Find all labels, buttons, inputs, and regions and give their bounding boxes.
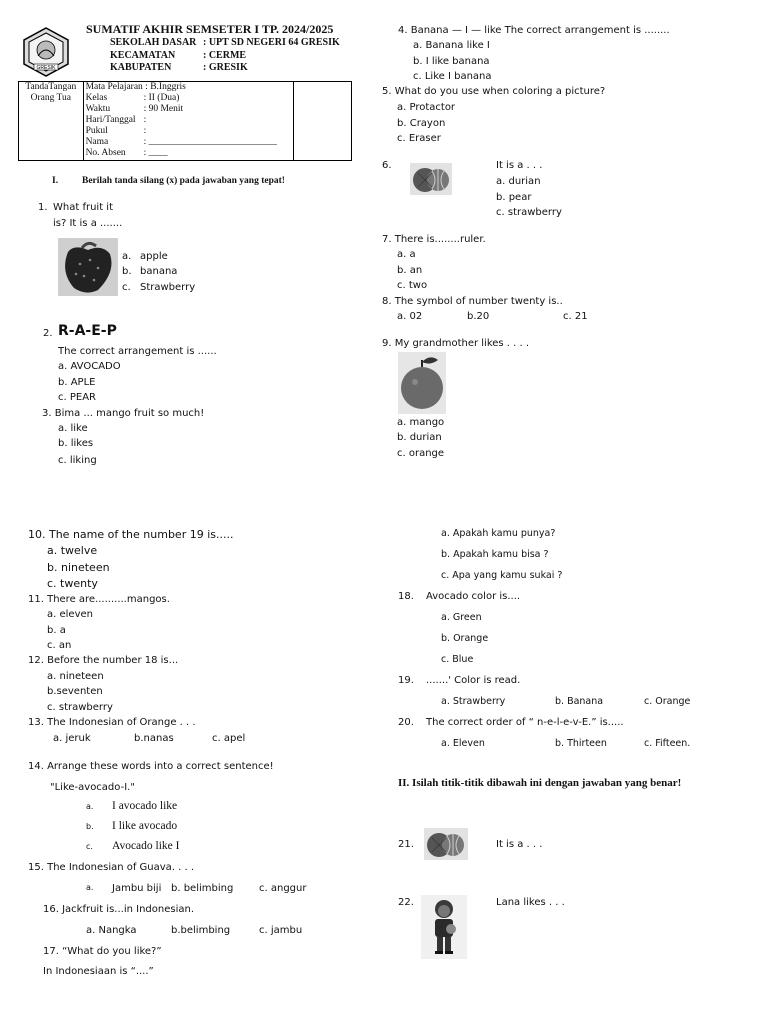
- q17-text-2: In Indonesiaan is “....”: [43, 966, 154, 977]
- district-value: : CERME: [203, 50, 247, 61]
- q16-option-a[interactable]: a. Nangka: [86, 925, 137, 936]
- q18-number: 18.: [398, 591, 414, 602]
- q13-option-a[interactable]: a. jeruk: [53, 733, 91, 744]
- q17-option-c[interactable]: c. Apa yang kamu sukai ?: [441, 570, 563, 581]
- q3-option-b[interactable]: b. likes: [58, 438, 94, 449]
- q21-number: 21.: [398, 839, 414, 850]
- absen-value: : ____: [143, 148, 168, 158]
- district-label: KECAMATAN: [110, 50, 176, 61]
- q1-option-c[interactable]: Strawberry: [140, 282, 196, 293]
- q15-option-a-letter: a.: [86, 883, 94, 892]
- q7-text: 7. There is........ruler.: [382, 234, 486, 245]
- q7-option-a[interactable]: a. a: [397, 249, 416, 260]
- q3-option-a[interactable]: a. like: [58, 423, 88, 434]
- q18-option-b[interactable]: b. Orange: [441, 633, 489, 644]
- q8-option-c[interactable]: c. 21: [563, 311, 588, 322]
- q1-text-2: is? It is a .......: [53, 218, 123, 229]
- q17-text: 17. “What do you like?”: [43, 946, 162, 957]
- signature-label-2: Orang Tua: [30, 93, 71, 103]
- q7-option-c[interactable]: c. two: [397, 280, 428, 291]
- q9-option-a[interactable]: a. mango: [397, 417, 445, 428]
- durian-image-q21: [424, 828, 468, 860]
- q5-option-a[interactable]: a. Protactor: [397, 102, 456, 113]
- q12-option-c[interactable]: c. strawberry: [47, 702, 113, 713]
- subject-field: Mata Pelajaran : B.Inggris: [85, 82, 186, 92]
- q14-option-c-letter: c.: [86, 842, 93, 851]
- logo-text: GRESIK: [36, 65, 56, 71]
- school-logo: [20, 26, 72, 78]
- q1-option-c-letter: c.: [122, 282, 131, 293]
- parent-signature-cell: [19, 82, 84, 161]
- q4-option-b[interactable]: b. I like banana: [413, 56, 490, 67]
- q21-text: It is a . . .: [496, 839, 543, 850]
- q13-text: 13. The Indonesian of Orange . . .: [28, 717, 196, 728]
- q22-text: Lana likes . . .: [496, 897, 565, 908]
- q18-text: Avocado color is....: [426, 591, 521, 602]
- q4-option-a[interactable]: a. Banana like I: [413, 40, 490, 51]
- name-value: : ___________________________: [143, 137, 277, 147]
- q2-text: The correct arrangement is ......: [58, 346, 217, 357]
- q8-option-a[interactable]: a. 02: [397, 311, 423, 322]
- school-value: : UPT SD NEGERI 64 GRESIK: [203, 37, 340, 48]
- q10-option-b[interactable]: b. nineteen: [47, 561, 110, 574]
- q8-option-b[interactable]: b.20: [467, 311, 490, 322]
- q5-text: 5. What do you use when coloring a picture?: [382, 86, 606, 97]
- q1-option-a[interactable]: apple: [140, 251, 168, 262]
- q1-option-b-letter: b.: [122, 266, 132, 277]
- q9-text: 9. My grandmother likes . . . .: [382, 338, 530, 349]
- absen-label: No. Absen: [85, 148, 126, 158]
- school-label: SEKOLAH DASAR: [110, 37, 197, 48]
- name-label: Nama: [85, 137, 109, 147]
- q6-option-b[interactable]: b. pear: [496, 192, 532, 203]
- q14-option-a-letter: a.: [86, 802, 94, 811]
- q6-option-a[interactable]: a. durian: [496, 176, 541, 187]
- q11-option-a[interactable]: a. eleven: [47, 609, 93, 620]
- q19-option-a[interactable]: a. Strawberry: [441, 696, 506, 707]
- section1-title: Berilah tanda silang (x) pada jawaban yang tepat!: [82, 176, 285, 186]
- student-info-table: [18, 81, 352, 161]
- q15-option-b[interactable]: b. belimbing: [171, 883, 234, 894]
- regency-label: KABUPATEN: [110, 62, 172, 73]
- q1-number: 1.: [38, 202, 48, 213]
- q6-text: It is a . . .: [496, 160, 543, 171]
- q6-number: 6.: [382, 160, 392, 171]
- q17-option-a[interactable]: a. Apakah kamu punya?: [441, 528, 556, 539]
- q4-option-c[interactable]: c. Like I banana: [413, 71, 492, 82]
- q2-number: 2.: [43, 328, 53, 339]
- q22-number: 22.: [398, 897, 414, 908]
- q15-option-a[interactable]: Jambu biji: [112, 883, 162, 894]
- q9-option-c[interactable]: c. orange: [397, 448, 445, 459]
- q10-option-c[interactable]: c. twenty: [47, 577, 98, 590]
- strawberry-image: [58, 238, 118, 296]
- q1-text-1: What fruit it: [53, 202, 113, 213]
- q7-option-b[interactable]: b. an: [397, 265, 423, 276]
- q12-text: 12. Before the number 18 is...: [28, 655, 179, 666]
- hour-value: :: [143, 126, 147, 136]
- q12-option-b[interactable]: b.seventen: [47, 686, 103, 697]
- date-label: Hari/Tanggal: [85, 115, 136, 125]
- q16-option-b[interactable]: b.belimbing: [171, 925, 231, 936]
- q15-option-c[interactable]: c. anggur: [259, 883, 307, 894]
- student-details-cell: [83, 82, 293, 161]
- boy-image: [421, 895, 467, 959]
- q14-option-c[interactable]: Avocado like I: [112, 840, 180, 852]
- q20-option-a[interactable]: a. Eleven: [441, 738, 485, 749]
- q13-option-b[interactable]: b.nanas: [134, 733, 174, 744]
- class-label: Kelas: [85, 93, 108, 103]
- q2-title: R-A-E-P: [58, 323, 117, 339]
- q14-text: 14. Arrange these words into a correct sentence!: [28, 761, 274, 772]
- q5-option-b[interactable]: b. Crayon: [397, 118, 446, 129]
- q2-option-b[interactable]: b. APLE: [58, 377, 96, 388]
- q3-option-c[interactable]: c. liking: [58, 455, 97, 466]
- q20-text: The correct order of “ n-e-l-e-v-E.” is.....: [426, 717, 624, 728]
- q19-number: 19.: [398, 675, 414, 686]
- q11-text: 11. There are..........mangos.: [28, 594, 170, 605]
- orange-image: [398, 352, 446, 414]
- q14-option-b[interactable]: I like avocado: [112, 820, 178, 832]
- section2-title: II. Isilah titik-titik dibawah ini dengan jawaban yang benar!: [398, 777, 682, 789]
- q6-option-c[interactable]: c. strawberry: [496, 207, 562, 218]
- q5-option-c[interactable]: c. Eraser: [397, 133, 441, 144]
- q1-option-a-letter: a.: [122, 251, 132, 262]
- q10-text: 10. The name of the number 19 is.....: [28, 528, 234, 541]
- q18-option-c[interactable]: c. Blue: [441, 654, 474, 665]
- q14-quote: "Like-avocado-I.": [50, 782, 135, 793]
- q20-option-b[interactable]: b. Thirteen: [555, 738, 607, 749]
- q2-option-a[interactable]: a. AVOCADO: [58, 361, 121, 372]
- q14-option-b-letter: b.: [86, 822, 94, 831]
- q8-text: 8. The symbol of number twenty is..: [382, 296, 563, 307]
- q19-option-b[interactable]: b. Banana: [555, 696, 604, 707]
- q19-option-c[interactable]: c. Orange: [644, 696, 691, 707]
- q10-option-a[interactable]: a. twelve: [47, 544, 98, 557]
- q20-number: 20.: [398, 717, 414, 728]
- q13-option-c[interactable]: c. apel: [212, 733, 246, 744]
- q9-option-b[interactable]: b. durian: [397, 432, 442, 443]
- q3-text: 3. Bima ... mango fruit so much!: [42, 408, 205, 419]
- section1-number: I.: [52, 176, 59, 186]
- time-label: Waktu: [85, 104, 111, 114]
- regency-value: : GRESIK: [203, 62, 248, 73]
- q11-option-b[interactable]: b. a: [47, 625, 66, 636]
- q16-option-c[interactable]: c. jambu: [259, 925, 303, 936]
- q17-option-b[interactable]: b. Apakah kamu bisa ?: [441, 549, 549, 560]
- exam-title: SUMATIF AKHIR SEMSETER I TP. 2024/2025: [86, 22, 334, 36]
- q19-text: .......' Color is read.: [426, 675, 521, 686]
- q18-option-a[interactable]: a. Green: [441, 612, 482, 623]
- hour-label: Pukul: [85, 126, 108, 136]
- q1-option-b[interactable]: banana: [140, 266, 178, 277]
- score-cell: [293, 82, 351, 161]
- q4-text: 4. Banana — I — like The correct arrangement is ........: [398, 25, 670, 36]
- date-value: :: [143, 115, 147, 125]
- q20-option-c[interactable]: c. Fifteen.: [644, 738, 691, 749]
- q15-text: 15. The Indonesian of Guava. . . .: [28, 862, 195, 873]
- q14-option-a[interactable]: I avocado like: [112, 800, 178, 812]
- q16-text: 16. Jackfruit is...in Indonesian.: [43, 904, 194, 915]
- class-value: : II (Dua): [143, 93, 180, 103]
- durian-image: [410, 163, 452, 195]
- time-value: : 90 Menit: [143, 104, 184, 114]
- signature-label-1: TandaTangan: [25, 82, 77, 92]
- q11-option-c[interactable]: c. an: [47, 640, 72, 651]
- q2-option-c[interactable]: c. PEAR: [58, 392, 96, 403]
- q12-option-a[interactable]: a. nineteen: [47, 671, 104, 682]
